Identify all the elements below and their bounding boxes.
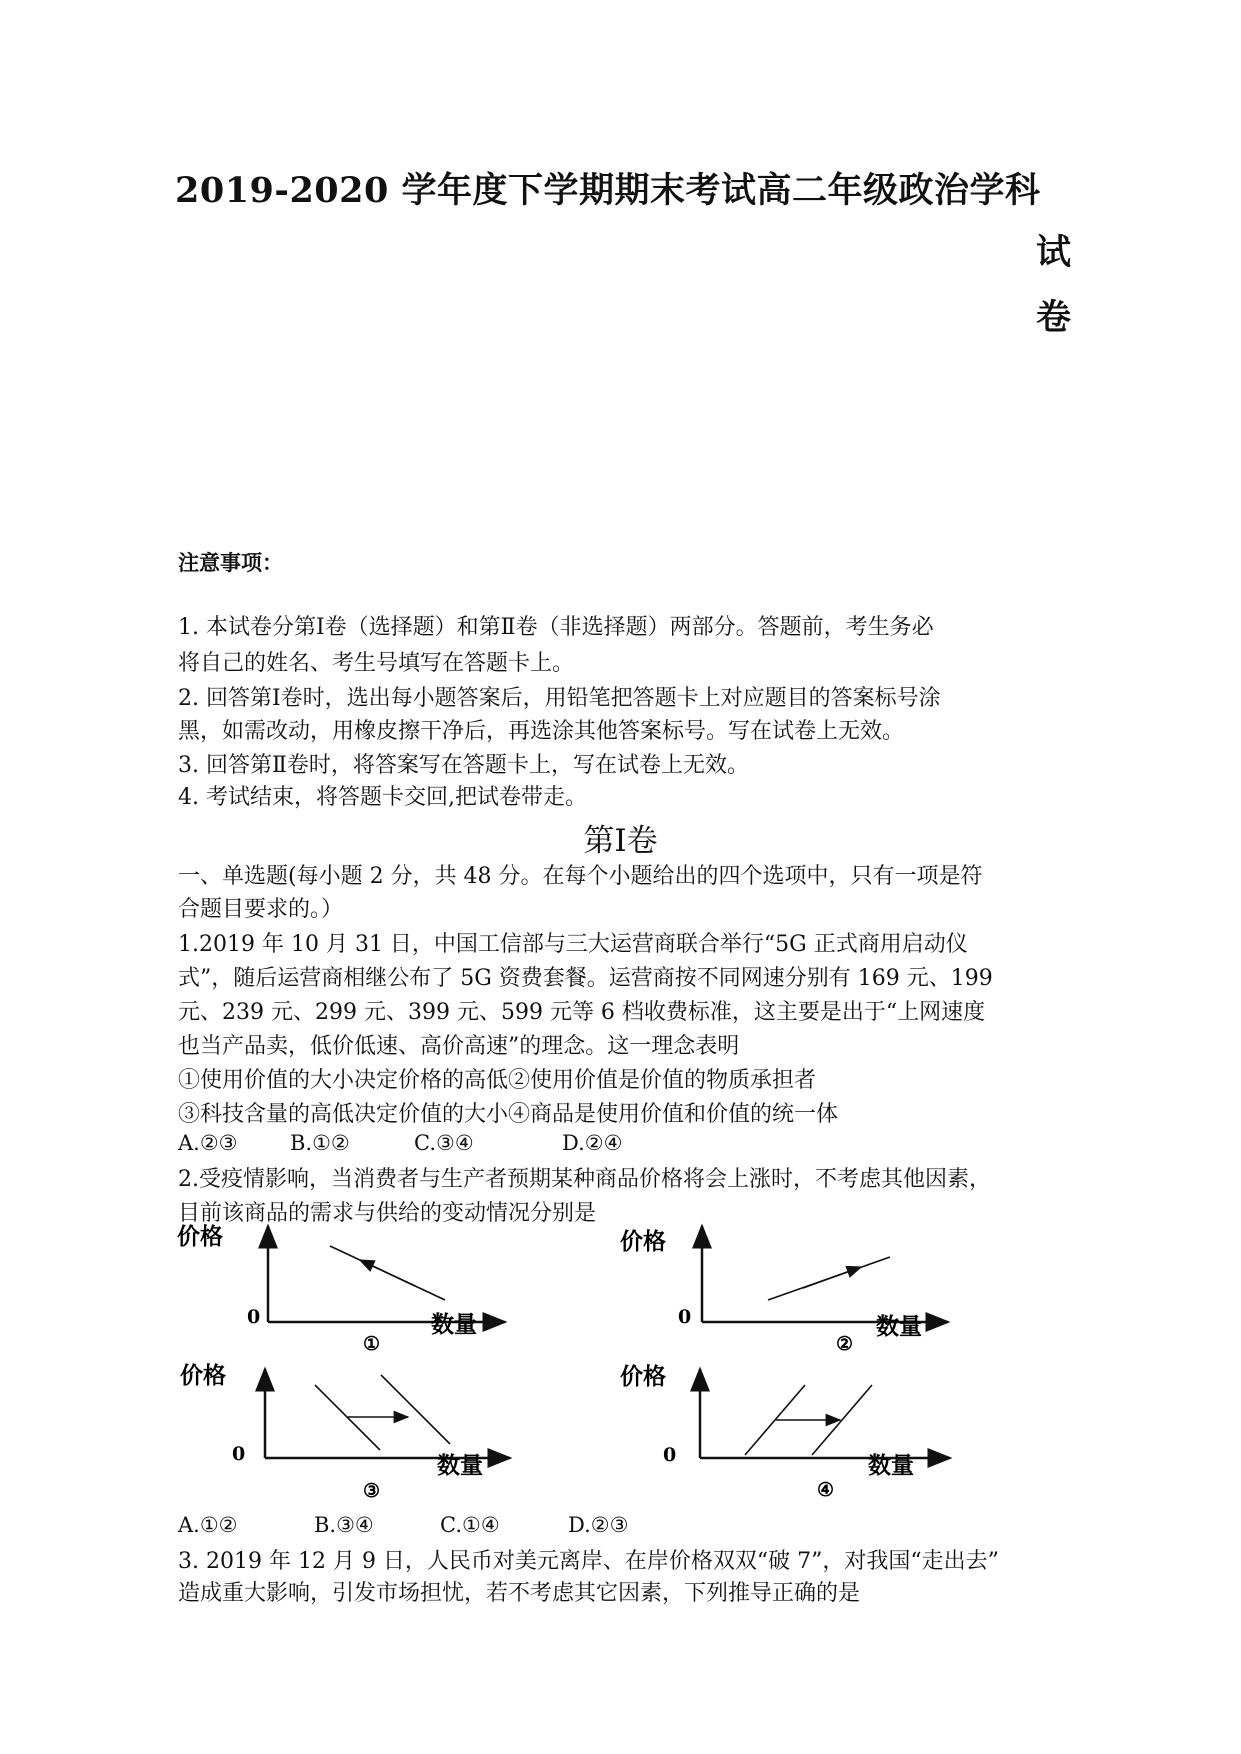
q1-line-3: 元、239 元、299 元、399 元、599 元等 6 档收费标准，这主要是出于“上网速度 bbox=[178, 1000, 986, 1025]
q2-option-c[interactable]: C.①④ bbox=[440, 1513, 500, 1537]
q1-line-1: 1.2019 年 10 月 31 日，中国工信部与三大运营商联合举行“5G 正式商用启动仪 bbox=[178, 932, 968, 957]
graph-3-x-label: 数量 bbox=[437, 1452, 483, 1479]
graph-1-caption: ① bbox=[363, 1333, 381, 1355]
exam-title-tail-2: 卷 bbox=[1036, 297, 1072, 338]
graph-4-origin: 0 bbox=[663, 1444, 677, 1466]
q2-option-b[interactable]: B.③④ bbox=[314, 1513, 374, 1537]
section-intro-2: 合题目要求的。） bbox=[178, 897, 344, 922]
notice-line-4: 黑，如需改动，用橡皮擦干净后，再选涂其他答案标号。写在试卷上无效。 bbox=[178, 719, 905, 744]
graph-2-origin: 0 bbox=[678, 1306, 692, 1328]
q1-option-c[interactable]: C.③④ bbox=[414, 1131, 474, 1155]
notice-heading: 注意事项： bbox=[178, 550, 283, 575]
notice-line-1: 1. 本试卷分第Ⅰ卷（选择题）和第Ⅱ卷（非选择题）两部分。答题前，考生务必 bbox=[178, 615, 934, 640]
q1-line-5: ①使用价值的大小决定价格的高低②使用价值是价值的物质承担者 bbox=[178, 1068, 817, 1093]
section-title: 第Ⅰ卷 bbox=[583, 823, 658, 859]
q2-option-a[interactable]: A.①② bbox=[178, 1513, 238, 1537]
graph-1-y-label: 价格 bbox=[177, 1223, 223, 1250]
notice-line-5: 3. 回答第Ⅱ卷时，将答案写在答题卡上，写在试卷上无效。 bbox=[178, 753, 749, 778]
q1-line-2: 式”，随后运营商相继公布了 5G 资费套餐。运营商按不同网速分别有 169 元、199 bbox=[178, 966, 993, 991]
exam-title: 2019-2020 学年度下学期期末考试高二年级政治学科 bbox=[175, 170, 1041, 211]
q1-line-4: 也当产品卖，低价低速、高价高速”的理念。这一理念表明 bbox=[178, 1034, 740, 1059]
exam-title-tail-1: 试 bbox=[1036, 232, 1072, 273]
graph-3-y-label: 价格 bbox=[180, 1362, 226, 1389]
graph-1-origin: 0 bbox=[247, 1306, 261, 1328]
graph-3-origin: 0 bbox=[232, 1443, 246, 1465]
q1-option-b[interactable]: B.①② bbox=[290, 1131, 350, 1155]
q2-line-1: 2.受疫情影响，当消费者与生产者预期某种商品价格将会上涨时，不考虑其他因素， bbox=[178, 1167, 991, 1192]
notice-line-2: 将自己的姓名、考生号填写在答题卡上。 bbox=[178, 651, 575, 676]
graph-3 bbox=[180, 1362, 540, 1502]
q1-option-d[interactable]: D.②④ bbox=[562, 1131, 623, 1155]
graph-1-x-label: 数量 bbox=[431, 1311, 477, 1338]
q1-option-a[interactable]: A.②③ bbox=[178, 1131, 238, 1155]
graph-1 bbox=[175, 1222, 535, 1355]
graph-2-x-label: 数量 bbox=[876, 1313, 922, 1340]
graph-4-caption: ④ bbox=[817, 1479, 835, 1501]
graph-3-caption: ③ bbox=[363, 1480, 381, 1502]
graph-2 bbox=[618, 1222, 978, 1355]
q2-option-d[interactable]: D.②③ bbox=[568, 1513, 629, 1537]
notice-line-6: 4. 考试结束，将答题卡交回,把试卷带走。 bbox=[178, 785, 587, 810]
q1-line-6: ③科技含量的高低决定价值的大小④商品是使用价值和价值的统一体 bbox=[178, 1102, 839, 1127]
graph-2-caption: ② bbox=[836, 1333, 854, 1355]
section-intro-1: 一、单选题(每小题 2 分，共 48 分。在每个小题给出的四个选项中，只有一项是符 bbox=[178, 864, 983, 889]
graph-4 bbox=[620, 1365, 980, 1500]
q1-options bbox=[178, 1131, 622, 1155]
q2-line-2: 目前该商品的需求与供给的变动情况分别是 bbox=[178, 1201, 597, 1226]
q2-options bbox=[178, 1513, 628, 1537]
q3-line-2: 造成重大影响，引发市场担忧，若不考虑其它因素，下列推导正确的是 bbox=[178, 1581, 861, 1606]
q3-line-1: 3. 2019 年 12 月 9 日，人民币对美元离岸、在岸价格双双“破 7”，对我国“走出去” bbox=[178, 1549, 999, 1574]
graph-4-y-label: 价格 bbox=[620, 1363, 666, 1390]
notice-line-3: 2. 回答第Ⅰ卷时，选出每小题答案后，用铅笔把答题卡上对应题目的答案标号涂 bbox=[178, 686, 941, 711]
graph-4-x-label: 数量 bbox=[868, 1452, 914, 1479]
graph-2-y-label: 价格 bbox=[620, 1228, 666, 1255]
